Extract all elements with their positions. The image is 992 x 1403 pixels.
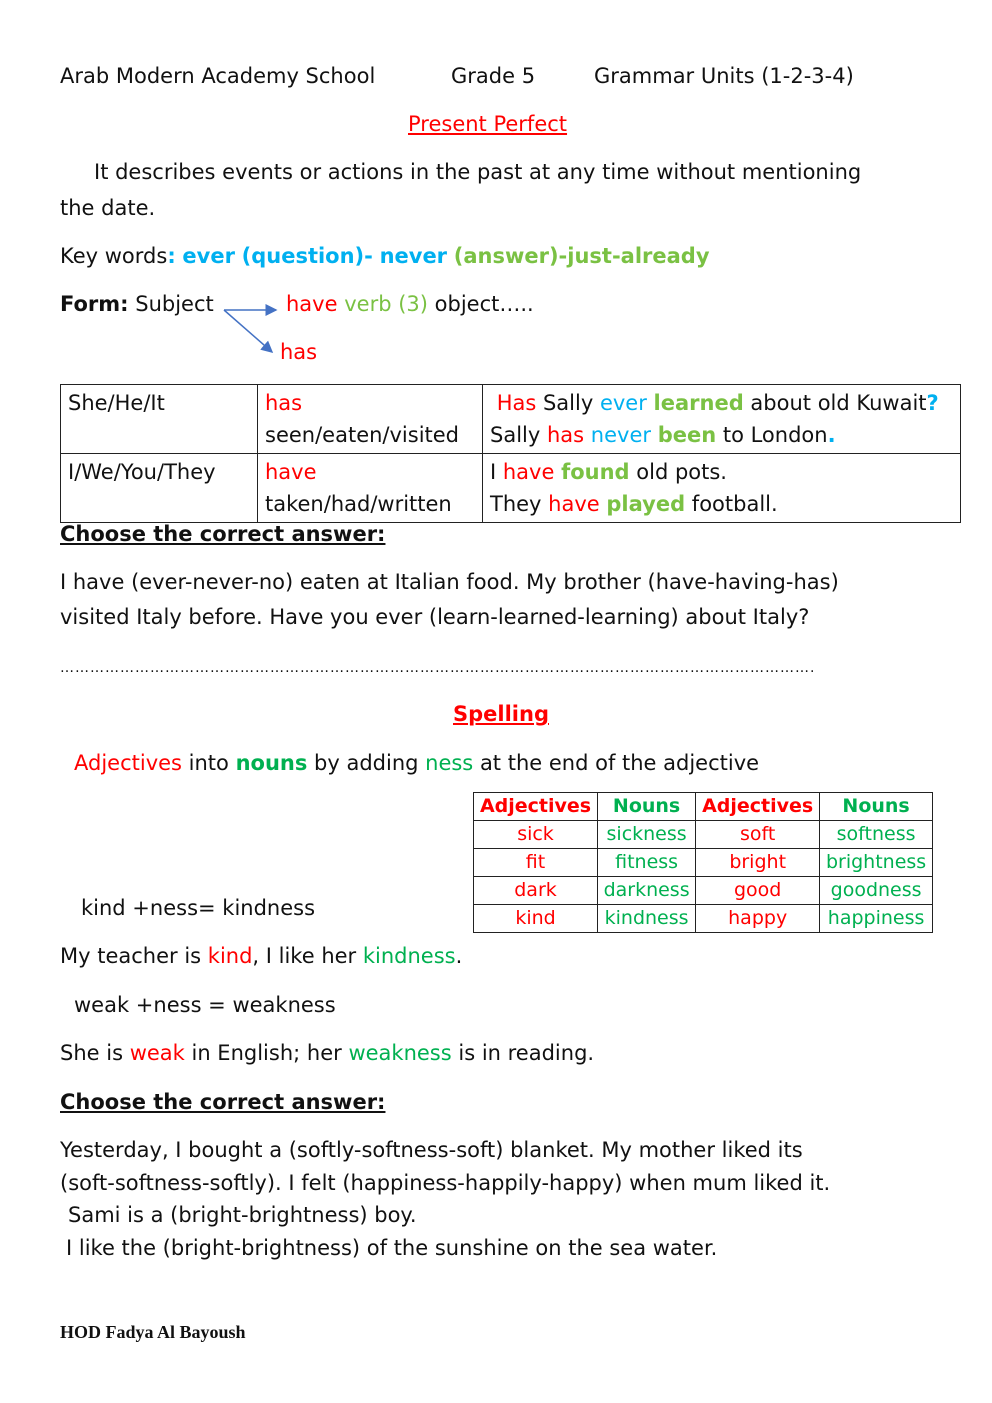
adjective-cell: sick bbox=[474, 821, 598, 849]
form-have: have bbox=[286, 292, 338, 316]
aux-text: have bbox=[265, 460, 317, 484]
kw-never: never bbox=[379, 244, 448, 268]
header-adjectives: Adjectives bbox=[696, 793, 820, 821]
spelling-table bbox=[473, 792, 933, 933]
kw-answer: (answer)-just-already bbox=[453, 244, 710, 268]
form-has: has bbox=[280, 340, 318, 364]
noun-cell: fitness bbox=[598, 849, 696, 877]
example-sentence: I have found old pots. bbox=[490, 460, 727, 484]
adjective-cell: kind bbox=[474, 905, 598, 933]
form-subject: Subject bbox=[135, 292, 214, 316]
description-line-2: the date. bbox=[60, 196, 156, 220]
exercise-2-line-1: Yesterday, I bought a (softly-softness-soft) blanket. My mother liked its bbox=[60, 1138, 803, 1162]
header-nouns: Nouns bbox=[820, 793, 933, 821]
noun-cell: darkness bbox=[598, 877, 696, 905]
sentence-weak: She is weak in English; her weakness is in reading. bbox=[60, 1041, 595, 1065]
present-perfect-table bbox=[60, 384, 961, 523]
example-sentence: Sally has never been to London. bbox=[490, 423, 836, 447]
adjective-cell: soft bbox=[696, 821, 820, 849]
aux-cell bbox=[258, 454, 483, 523]
exercise-1-line-1: I have (ever-never-no) eaten at Italian food. My brother (have-having-has) bbox=[60, 570, 839, 594]
grade-label: Grade 5 bbox=[451, 64, 536, 88]
header-adjectives: Adjectives bbox=[474, 793, 598, 821]
form-line bbox=[60, 292, 214, 316]
example-weak: weak +ness = weakness bbox=[74, 993, 336, 1017]
table-header-row bbox=[474, 793, 933, 821]
form-rest bbox=[286, 292, 534, 316]
adjective-cell: happy bbox=[696, 905, 820, 933]
example-sentence: Has Sally ever learned about old Kuwait? bbox=[496, 391, 939, 415]
subject-cell bbox=[61, 385, 258, 454]
verbs-text: taken/had/written bbox=[265, 492, 452, 516]
footer-signature: HOD Fadya Al Bayoush bbox=[60, 1322, 246, 1342]
exercise-1-heading: Choose the correct answer: bbox=[60, 522, 386, 546]
form-object: object….. bbox=[434, 292, 534, 316]
key-words-colon: : bbox=[167, 244, 176, 268]
header-nouns: Nouns bbox=[598, 793, 696, 821]
subject-cell bbox=[61, 454, 258, 523]
exercise-2-line-3: Sami is a (bright-brightness) boy. bbox=[68, 1203, 417, 1227]
kw-question: (question)- bbox=[241, 244, 373, 268]
noun-cell: kindness bbox=[598, 905, 696, 933]
subject-text: I/We/You/They bbox=[68, 460, 216, 484]
exercise-2-heading: Choose the correct answer: bbox=[60, 1090, 386, 1114]
verbs-text: seen/eaten/visited bbox=[265, 423, 460, 447]
table-row bbox=[474, 905, 933, 933]
adjective-cell: bright bbox=[696, 849, 820, 877]
school-name: Arab Modern Academy School bbox=[60, 64, 376, 88]
table-row bbox=[61, 454, 961, 523]
exercise-1-line-2: visited Italy before. Have you ever (learn-learned-learning) about Italy? bbox=[60, 605, 810, 629]
kw-ever: ever bbox=[182, 244, 235, 268]
example-cell bbox=[483, 454, 961, 523]
example-sentence: They have played football. bbox=[490, 492, 778, 516]
example-kind: kind +ness= kindness bbox=[81, 896, 316, 920]
noun-cell: brightness bbox=[820, 849, 933, 877]
noun-cell: happiness bbox=[820, 905, 933, 933]
aux-text: has bbox=[265, 391, 303, 415]
key-words-line bbox=[60, 244, 710, 268]
noun-cell: softness bbox=[820, 821, 933, 849]
example-cell bbox=[483, 385, 961, 454]
table-row bbox=[474, 877, 933, 905]
answer-line: ……………………………………………………………………………………………………………………………………. bbox=[60, 660, 816, 676]
exercise-2-line-4: I like the (bright-brightness) of the sunshine on the sea water. bbox=[66, 1236, 718, 1260]
adjective-cell: dark bbox=[474, 877, 598, 905]
noun-cell: goodness bbox=[820, 877, 933, 905]
form-verb: verb (3) bbox=[344, 292, 428, 316]
table-row bbox=[474, 849, 933, 877]
spelling-title: Spelling bbox=[453, 702, 549, 726]
table-row bbox=[61, 385, 961, 454]
exercise-2-line-2: (soft-softness-softly). I felt (happiness-happily-happy) when mum liked it. bbox=[60, 1171, 831, 1195]
form-label: Form: bbox=[60, 292, 129, 316]
adjective-cell: fit bbox=[474, 849, 598, 877]
description-line-1: It describes events or actions in the past at any time without mentioning bbox=[94, 160, 862, 184]
sentence-kind: My teacher is kind, I like her kindness. bbox=[60, 944, 463, 968]
noun-cell: sickness bbox=[598, 821, 696, 849]
present-perfect-title: Present Perfect bbox=[408, 112, 568, 136]
adjective-cell: good bbox=[696, 877, 820, 905]
units-label: Grammar Units (1-2-3-4) bbox=[594, 64, 854, 88]
spelling-rule: Adjectives into nouns by adding ness at the end of the adjective bbox=[74, 751, 760, 775]
aux-cell bbox=[258, 385, 483, 454]
key-words-label: Key words bbox=[60, 244, 168, 268]
table-row bbox=[474, 821, 933, 849]
subject-text: She/He/It bbox=[68, 391, 165, 415]
